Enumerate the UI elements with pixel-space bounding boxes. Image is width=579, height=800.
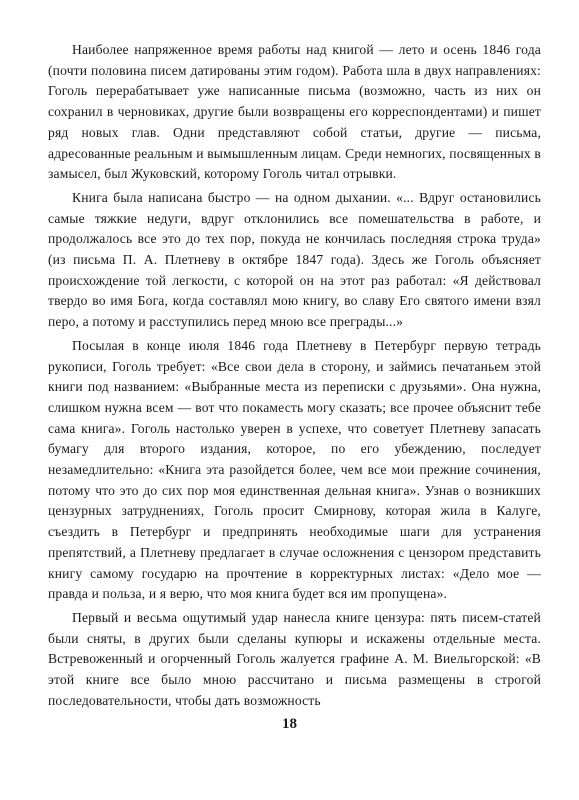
paragraph-4: Первый и весьма ощутимый удар нанесла книге цензура: пять писем-статей были сняты, в других были сделаны купюры и искажены отдельные места. Встревоженный и огорченный Гоголь жалуется графине А. М. Виельгорской: «В этой книге все было мною рассчитано и письма размещены в строгой последовательности, чтобы дать возможность (48, 609, 541, 708)
paragraph-1: Наиболее напряженное время работы над книгой — лето и осень 1846 года (почти половина писем датированы этим годом). Работа шла в двух направлениях: Гоголь перерабатывает уже написанные письма (возможно, часть из них он сохранил в черновиках, другие были возвращены его корреспондентами) и пишет ряд новых глав. Одни представляют собой статьи, другие — письма, адресованные реальным и вымышленным лицам. Среди немногих, посвященных в замысел, был Жуковский, которому Гоголь читал отрывки. (48, 42, 541, 182)
page-number: 18 (282, 716, 297, 732)
paragraph-2: Книга была написана быстро — на одном дыхании. «... Вдруг остановились самые тяжкие недуги, вдруг отклонились все помешательства в работе, и продолжалось все это до тех пор, покуда не кончилась последняя строка труда» (из письма П. А. Плетневу в октябре 1847 года). Здесь же Гоголь объясняет происхождение той легкости, с которой он на этот раз работал: «Я действовал твердо во имя Бога, когда составлял мою книгу, во славу Его святого имени взял перо, а потому и расступились перед мною все преграды...» (48, 189, 541, 330)
paragraph-3: Посылая в конце июля 1846 года Плетневу в Петербург первую тетрадь рукописи, Гоголь требует: «Все свои дела в сторону, и займись печатаньем этой книги под названием: «Выбранные места из переписки с друзьями». Она нужна, слишком нужна всем — вот что покаместь могу сказать; все прочее объяснит тебе сама книга». Гоголь настолько уверен в успехе, что советует Плетневу запасать бумагу для второго издания, которое, по его убеждению, последует незамедлительно: «Книга эта разойдется более, чем все мои прежние сочинения, потому что это до сих пор моя единственная дельная книга». Узнав о возникших цензурных затруднениях, Гоголь просит Смирнову, которая жила в Калуге, съездить в Петербург и предпринять необходимые шаги для устранения препятствий, а Плетневу предлагает в случае осложнения с цензором представить книгу самому государю на прочтение в корректурных листах: «Дело мое — правда и польза, и я верю, что моя книга будет вся им пропущена». (48, 337, 541, 602)
body-text (48, 40, 541, 715)
